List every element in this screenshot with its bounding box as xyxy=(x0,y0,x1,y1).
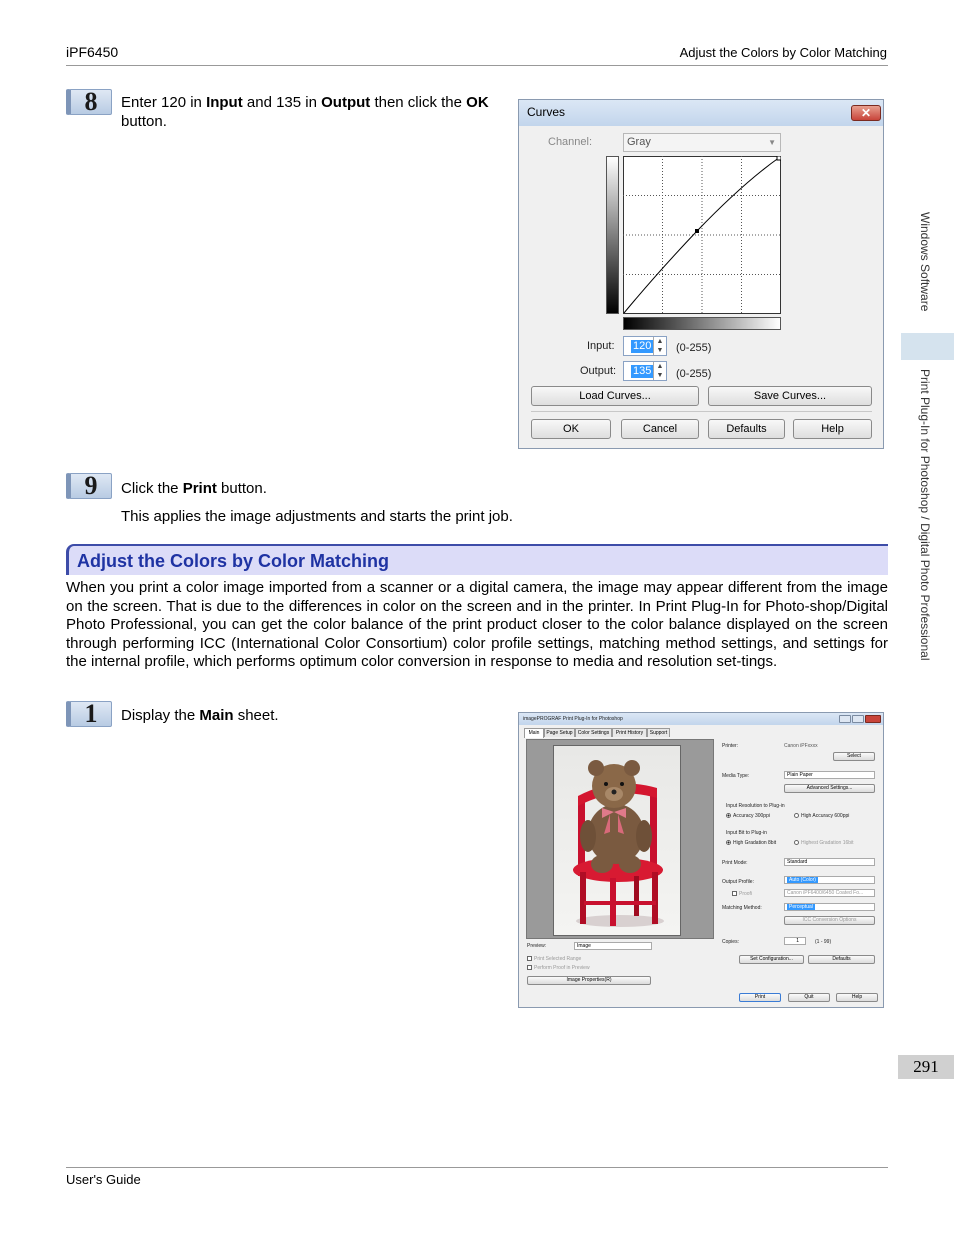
output-label: Output: xyxy=(580,365,617,377)
bit-option-8[interactable]: High Gradation 8bit xyxy=(726,840,776,846)
step-8-badge: 8 xyxy=(66,89,112,115)
image-properties-button[interactable]: Image Properties(R) xyxy=(527,976,651,985)
section-title: Adjust the Colors by Color Matching xyxy=(77,551,390,571)
plugin-title: imagePROGRAF Print Plug-In for Photoshop xyxy=(523,716,623,722)
copies-field[interactable]: 1 xyxy=(784,937,806,945)
matching-method-label: Matching Method: xyxy=(722,905,762,911)
icc-conversion-button[interactable]: ICC Conversion Options xyxy=(784,916,875,925)
channel-label: Channel: xyxy=(548,136,593,148)
tab-print-history[interactable]: Print History xyxy=(612,728,647,737)
printer-value: Canon iPFxxxx xyxy=(784,743,818,749)
output-range: (0-255) xyxy=(676,368,712,380)
header-rule xyxy=(66,65,888,66)
step-9-text: Click the Print button. xyxy=(121,480,267,497)
curve-point[interactable] xyxy=(695,229,699,233)
print-button[interactable]: Print xyxy=(739,993,781,1002)
section-body: When you print a color image imported from a scanner or a digital camera, the image may appear different from the image on the screen. That is due to the differences in color on the screen and in the printer. In Print Plug-In for Photo-shop/Digital Photo Professional, you can get the color balance of the print product closer to the color balance displayed on the screen through performing ICC (International Color Consortium) color profile settings, matching method settings, and settings for the internal profile, which performs optimum color conversion in response to media and resolution set-tings. xyxy=(66,579,888,671)
checkbox[interactable] xyxy=(732,891,737,896)
perform-proof[interactable]: Perform Proof in Preview xyxy=(527,965,590,971)
preview-label: Preview: xyxy=(527,943,547,949)
defaults-button[interactable]: Defaults xyxy=(708,419,785,439)
section-heading xyxy=(66,544,888,575)
set-configuration-button[interactable]: Set Configuration... xyxy=(739,955,804,964)
output-field[interactable]: 135 ▲ ▼ xyxy=(623,361,667,381)
step-1-badge: 1 xyxy=(66,701,112,727)
tab-support[interactable]: Support xyxy=(647,728,670,737)
spin-arrows-icon[interactable]: ▲ ▼ xyxy=(653,337,666,355)
step-9-description: This applies the image adjustments and starts the print job. xyxy=(121,508,513,525)
curves-title-bar xyxy=(519,100,883,126)
curve-graph[interactable] xyxy=(623,156,781,314)
input-resolution-label: Input Resolution to Plug-in xyxy=(726,803,785,809)
print-selected-range[interactable]: Print Selected Range xyxy=(527,956,581,962)
sidebar-top: Windows Software xyxy=(918,212,932,312)
matching-method-select[interactable]: Perceptual xyxy=(784,903,875,911)
dialog-divider xyxy=(531,411,872,412)
media-type-select[interactable]: Plain Paper xyxy=(784,771,875,779)
horizontal-gradient-bar xyxy=(623,317,781,330)
footer-rule xyxy=(66,1167,888,1168)
sidebar-tab xyxy=(901,333,954,360)
input-label: Input: xyxy=(587,340,615,352)
plugin-title-bar xyxy=(519,713,883,725)
load-curves-button[interactable]: Load Curves... xyxy=(531,386,699,406)
resolution-option-300[interactable]: Accuracy 300ppi xyxy=(726,813,770,819)
footer-left: User's Guide xyxy=(66,1172,141,1187)
select-printer-button[interactable]: Select xyxy=(833,752,875,761)
radio-selected[interactable] xyxy=(726,813,731,818)
checkbox[interactable] xyxy=(527,965,532,970)
maximize-icon[interactable] xyxy=(852,715,864,723)
print-mode-label: Print Mode: xyxy=(722,860,748,866)
tab-page-setup[interactable]: Page Setup xyxy=(544,728,575,737)
step-9-badge: 9 xyxy=(66,473,112,499)
preview-image xyxy=(553,745,681,936)
help-button[interactable]: Help xyxy=(793,419,872,439)
proofing-checkbox[interactable]: Proofi xyxy=(732,891,752,897)
close-icon[interactable] xyxy=(865,715,881,723)
input-bit-label: Input Bit to Plug-in xyxy=(726,830,767,836)
help-button[interactable]: Help xyxy=(836,993,878,1002)
media-type-label: Media Type: xyxy=(722,773,750,779)
minimize-icon[interactable] xyxy=(839,715,851,723)
copies-range: (1 - 99) xyxy=(815,939,832,945)
preview-select[interactable]: Image xyxy=(574,942,652,950)
header-left: iPF6450 xyxy=(66,44,119,60)
close-icon[interactable]: ✕ xyxy=(851,105,881,121)
chevron-down-icon: ▼ xyxy=(768,138,776,147)
copies-label: Copies: xyxy=(722,939,739,945)
input-range: (0-255) xyxy=(676,342,712,354)
step-1-text: Display the Main sheet. xyxy=(121,707,279,724)
output-profile-select[interactable]: Auto (Color) xyxy=(784,876,875,884)
resolution-option-600[interactable]: High Accuracy 600ppi xyxy=(794,813,849,819)
curve-endpoint[interactable] xyxy=(777,156,781,160)
print-mode-select[interactable]: Standard xyxy=(784,858,875,866)
input-field[interactable]: 120 ▲ ▼ xyxy=(623,336,667,356)
radio[interactable] xyxy=(794,813,799,818)
page-number: 291 xyxy=(898,1055,954,1079)
tab-main[interactable]: Main xyxy=(524,728,544,738)
sidebar-bottom: Print Plug-In for Photoshop / Digital Photo Professional xyxy=(918,369,932,661)
spin-arrows-icon[interactable]: ▲ ▼ xyxy=(653,362,666,380)
checkbox[interactable] xyxy=(527,956,532,961)
proofing-select[interactable]: Canon iPF6400/6450 Coated Fo... xyxy=(784,889,875,897)
plugin-main-dialog xyxy=(518,712,884,1008)
header-right: Adjust the Colors by Color Matching xyxy=(679,45,887,60)
save-curves-button[interactable]: Save Curves... xyxy=(708,386,872,406)
radio[interactable] xyxy=(794,840,799,845)
vertical-gradient-bar xyxy=(606,156,619,314)
curves-dialog xyxy=(518,99,884,449)
printer-label: Printer: xyxy=(722,743,739,749)
advanced-settings-button[interactable]: Advanced Settings... xyxy=(784,784,875,793)
teddy-bear-on-chair-image xyxy=(554,746,680,935)
cancel-button[interactable]: Cancel xyxy=(621,419,699,439)
radio-selected[interactable] xyxy=(726,840,731,845)
curves-title: Curves xyxy=(527,105,566,119)
step-8-text: Enter 120 in Input and 135 in Output then click the OK button. xyxy=(121,94,489,130)
quit-button[interactable]: Quit xyxy=(788,993,830,1002)
channel-select[interactable]: Gray ▼ xyxy=(623,133,781,152)
defaults-button[interactable]: Defaults xyxy=(808,955,875,964)
bit-option-16[interactable]: Highest Gradation 16bit xyxy=(794,840,854,846)
ok-button[interactable]: OK xyxy=(531,419,611,439)
tab-color-settings[interactable]: Color Settings xyxy=(575,728,612,737)
output-profile-label: Output Profile: xyxy=(722,879,754,885)
